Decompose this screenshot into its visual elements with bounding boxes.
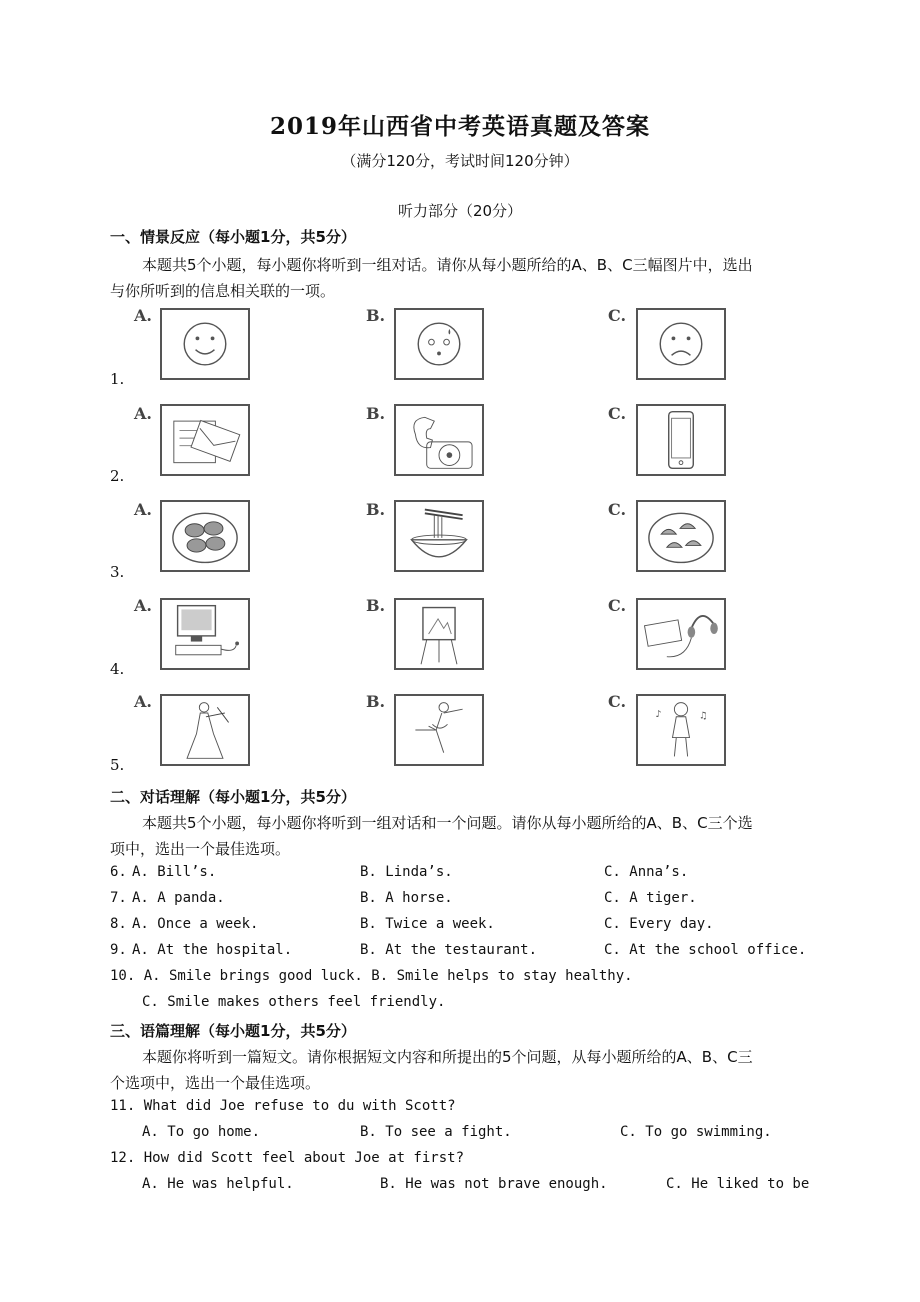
- question-number: 9.: [110, 942, 127, 958]
- option-c-label: C.: [608, 404, 627, 423]
- dumplings-picture[interactable]: [636, 500, 726, 572]
- option-c[interactable]: C. He liked to be: [666, 1176, 810, 1192]
- option-b[interactable]: B. A horse.: [360, 890, 453, 906]
- section2-instructions-cont: 项中，选出一个最佳选项。: [110, 840, 291, 858]
- question-number: 4.: [110, 660, 125, 678]
- book-headphones-picture[interactable]: [636, 598, 726, 670]
- option-a-label: A.: [134, 404, 152, 423]
- section2-heading: 二、对话理解（每小题1分，共5分）: [110, 788, 356, 806]
- question-number: 6.: [110, 864, 127, 880]
- question-number: 5.: [110, 756, 125, 774]
- option-b-label: B.: [366, 500, 386, 519]
- question-number: 7.: [110, 890, 127, 906]
- option-b-label: B.: [366, 692, 386, 711]
- option-a[interactable]: A. To go home.: [142, 1124, 261, 1140]
- section3-heading: 三、语篇理解（每小题1分，共5分）: [110, 1022, 356, 1040]
- option-a-label: A.: [134, 306, 152, 325]
- singing-girl-picture[interactable]: [636, 694, 726, 766]
- option-a[interactable]: A. Bill’s.: [132, 864, 217, 880]
- listening-header: 听力部分（20分）: [397, 202, 523, 220]
- question-stem: 12. How did Scott feel about Joe at first?: [110, 1150, 465, 1166]
- violin-player-picture[interactable]: [160, 694, 250, 766]
- option-b[interactable]: B. Twice a week.: [360, 916, 495, 932]
- question-number: 1.: [110, 370, 125, 388]
- exam-info: （满分120分，考试时间120分钟）: [341, 152, 579, 170]
- worried-face-picture[interactable]: [394, 308, 484, 380]
- section2-instructions: 本题共5个小题，每小题你将听到一组对话和一个问题。请你从每小题所给的A、B、C三个选: [142, 814, 753, 832]
- option-c[interactable]: C. At the school office.: [604, 942, 807, 958]
- computer-game-picture[interactable]: [160, 598, 250, 670]
- option-b[interactable]: B. At the testaurant.: [360, 942, 538, 958]
- question-number: 2.: [110, 467, 125, 485]
- option-b[interactable]: B. To see a fight.: [360, 1124, 512, 1140]
- noodles-picture[interactable]: [394, 500, 484, 572]
- smiling-face-picture[interactable]: [160, 308, 250, 380]
- mooncakes-picture[interactable]: [160, 500, 250, 572]
- mobile-phone-picture[interactable]: [636, 404, 726, 476]
- option-b-label: B.: [366, 596, 386, 615]
- question-10-line2[interactable]: C. Smile makes others feel friendly.: [142, 994, 446, 1010]
- painting-easel-picture[interactable]: [394, 598, 484, 670]
- rotary-telephone-picture[interactable]: [394, 404, 484, 476]
- option-a[interactable]: A. At the hospital.: [132, 942, 293, 958]
- question-10-line1[interactable]: 10. A. Smile brings good luck. B. Smile helps to stay healthy.: [110, 968, 633, 984]
- ballet-dancer-picture[interactable]: [394, 694, 484, 766]
- option-c[interactable]: C. Every day.: [604, 916, 714, 932]
- section1-instructions: 本题共5个小题，每小题你将听到一组对话。请你从每小题所给的A、B、C三幅图片中，选出: [142, 256, 753, 274]
- option-b-label: B.: [366, 404, 386, 423]
- option-a[interactable]: A. A panda.: [132, 890, 225, 906]
- option-a-label: A.: [134, 500, 152, 519]
- option-c-label: C.: [608, 692, 627, 711]
- section1-instructions-cont: 与你所听到的信息相关联的一项。: [110, 282, 336, 300]
- option-c-label: C.: [608, 596, 627, 615]
- option-b-label: B.: [366, 306, 386, 325]
- option-c[interactable]: C. Anna’s.: [604, 864, 689, 880]
- option-c[interactable]: C. A tiger.: [604, 890, 697, 906]
- option-a-label: A.: [134, 692, 152, 711]
- sad-face-picture[interactable]: [636, 308, 726, 380]
- option-a[interactable]: A. He was helpful.: [142, 1176, 294, 1192]
- section3-instructions-cont: 个选项中，选出一个最佳选项。: [110, 1074, 321, 1092]
- letter-picture[interactable]: [160, 404, 250, 476]
- option-b[interactable]: B. He was not brave enough.: [380, 1176, 608, 1192]
- question-stem: 11. What did Joe refuse to du with Scott?: [110, 1098, 456, 1114]
- svg-text:♪: ♪: [655, 708, 662, 720]
- svg-text:♫: ♫: [698, 710, 708, 722]
- option-a[interactable]: A. Once a week.: [132, 916, 259, 932]
- page-title: 2019年山西省中考英语真题及答案: [269, 113, 650, 140]
- option-c-label: C.: [608, 306, 627, 325]
- question-number: 3.: [110, 563, 125, 581]
- question-number: 8.: [110, 916, 127, 932]
- section3-instructions: 本题你将听到一篇短文。请你根据短文内容和所提出的5个问题，从每小题所给的A、B、C三: [142, 1048, 753, 1066]
- option-c-label: C.: [608, 500, 627, 519]
- option-b[interactable]: B. Linda’s.: [360, 864, 453, 880]
- section1-heading: 一、情景反应（每小题1分，共5分）: [110, 228, 356, 246]
- option-a-label: A.: [134, 596, 152, 615]
- option-c[interactable]: C. To go swimming.: [620, 1124, 772, 1140]
